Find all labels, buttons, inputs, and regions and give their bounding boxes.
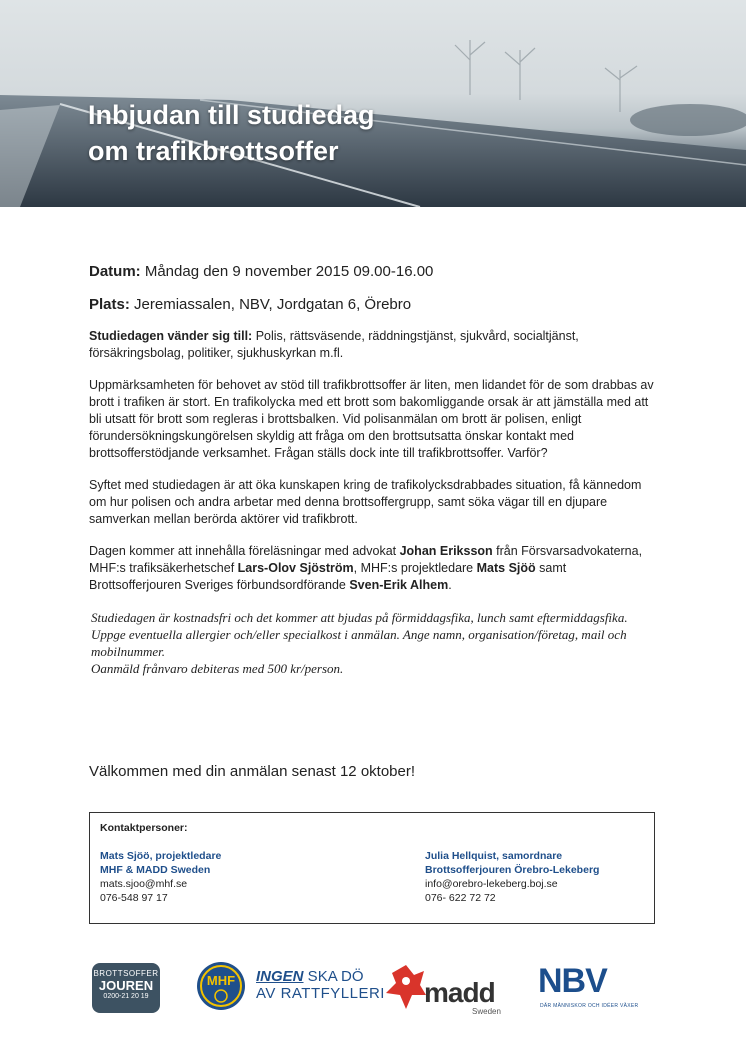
logo-text: JOUREN [98, 978, 154, 993]
contact-email[interactable]: info@orebro-lekeberg.boj.se [425, 878, 558, 890]
practical-info-note [91, 609, 659, 677]
date-line [89, 262, 659, 281]
registration-deadline: Välkommen med din anmälan senast 12 oktober! [89, 763, 416, 780]
logo-text: DÄR MÄNNISKOR OCH IDÉER VÄXER [540, 1003, 639, 1009]
ingen-ska-do-logo [256, 969, 385, 1002]
logo-text: BROTTSOFFER [93, 969, 159, 978]
speakers-text: Dagen kommer att innehålla föreläsningar med advokat [89, 544, 400, 558]
date-value: Måndag den 9 november 2015 09.00-16.00 [140, 263, 434, 280]
logo-text: madd [424, 977, 495, 1008]
mhf-logo [196, 961, 246, 1011]
speaker-name: Johan Eriksson [399, 544, 493, 558]
partner-logos [0, 955, 746, 1025]
speakers-text: från Försvarsadvokaterna, MHF:s trafiksäkerhetschef [89, 544, 643, 575]
absence-fee-text: Oanmäld frånvaro debiteras med 500 kr/person. [91, 661, 344, 676]
nbv-logo [538, 963, 638, 1019]
contact-name: Mats Sjöö, projektledare [100, 850, 222, 862]
contact-person-2 [425, 849, 599, 905]
contact-box [89, 812, 655, 924]
logo-text: SKA DÖ [303, 968, 364, 985]
date-label: Datum: [89, 263, 141, 280]
contact-phone: 076- 622 72 72 [425, 892, 496, 904]
contact-phone: 076-548 97 17 [100, 892, 168, 904]
purpose-paragraph: Syftet med studiedagen är att öka kunskapen kring de trafikolycksdrabbades situation, få kännedom om hur polisen och andra arbetar med denna brottsoffergrupp, samt söka vägar till en djupare samverkan mellan berörda aktörer vid trafikbrott. [89, 478, 642, 526]
header-photo-banner [0, 0, 746, 207]
audience-paragraph [89, 328, 659, 362]
speaker-name: Sven-Erik Alhem [349, 578, 449, 592]
contact-name: Julia Hellquist, samordnare [425, 850, 563, 862]
audience-label: Studiedagen vänder sig till: [89, 329, 253, 343]
practical-info-text: Studiedagen är kostnadsfri och det kommer att bjudas på förmiddagsfika, lunch samt eftermiddagsfika. Uppge eventuella allergier och/eller specialkost i anmälan. Ange namn, organisation/företag, mail och mobilnummer. [91, 610, 628, 659]
title-line-1: Inbjudan till studiedag [88, 100, 375, 130]
speakers-text: samt Brottsofferjouren Sveriges förbundsordförande [89, 561, 567, 592]
logo-text: AV RATTFYLLERI [256, 985, 385, 1002]
speakers-text: . [448, 578, 452, 592]
speaker-name: Lars-Olov Sjöström [237, 561, 354, 575]
contact-person-1 [100, 849, 221, 905]
intro-paragraph: Uppmärksamheten för behovet av stöd till trafikbrottsoffer är liten, men lidandet för de som drabbas av brott i trafiken är stort. En trafikolycka med ett brott som bakomliggande orsak är att jämställa med att bli utsatt för brott som regleras i brottsbalken. Vid polisanmälan om brott är polisen, enligt förundersökningskungörelsen skyldig att fråga om den brottsutsatta önskar kontakt med brottsofferstödjande verksamhet. Frågan ställs dock inte till trafikbrottsoffer. Varför? [89, 378, 654, 460]
logo-text: Sweden [472, 1007, 501, 1016]
title-line-2: om trafikbrottsoffer [88, 136, 339, 166]
madd-sweden-logo [384, 963, 514, 1019]
place-value: Jeremiassalen, NBV, Jordgatan 6, Örebro [129, 296, 412, 313]
document-body [89, 262, 659, 677]
speakers-text: , MHF:s projektledare [353, 561, 477, 575]
speakers-paragraph [89, 543, 659, 594]
page-title [88, 97, 648, 169]
logo-text: INGEN [256, 968, 304, 985]
contact-org: MHF & MADD Sweden [100, 864, 211, 876]
place-label: Plats: [89, 296, 130, 313]
speaker-name: Mats Sjöö [476, 561, 536, 575]
madd-figure-icon [384, 963, 428, 1013]
logo-text: 0200-21 20 19 [103, 993, 149, 1000]
logo-text: NBV [538, 962, 607, 1000]
audience-value: Polis, rättsväsende, räddningstjänst, sjukvård, socialtjänst, försäkringsbolag, politiker, sjukhuskyrkan m.fl. [89, 329, 579, 360]
place-line [89, 295, 659, 314]
contact-org: Brottsofferjouren Örebro-Lekeberg [425, 864, 600, 876]
svg-text:MHF: MHF [206, 973, 236, 988]
brottsofferjouren-logo [92, 963, 160, 1013]
contact-email[interactable]: mats.sjoo@mhf.se [100, 878, 188, 890]
contact-heading: Kontaktpersoner: [100, 822, 188, 834]
